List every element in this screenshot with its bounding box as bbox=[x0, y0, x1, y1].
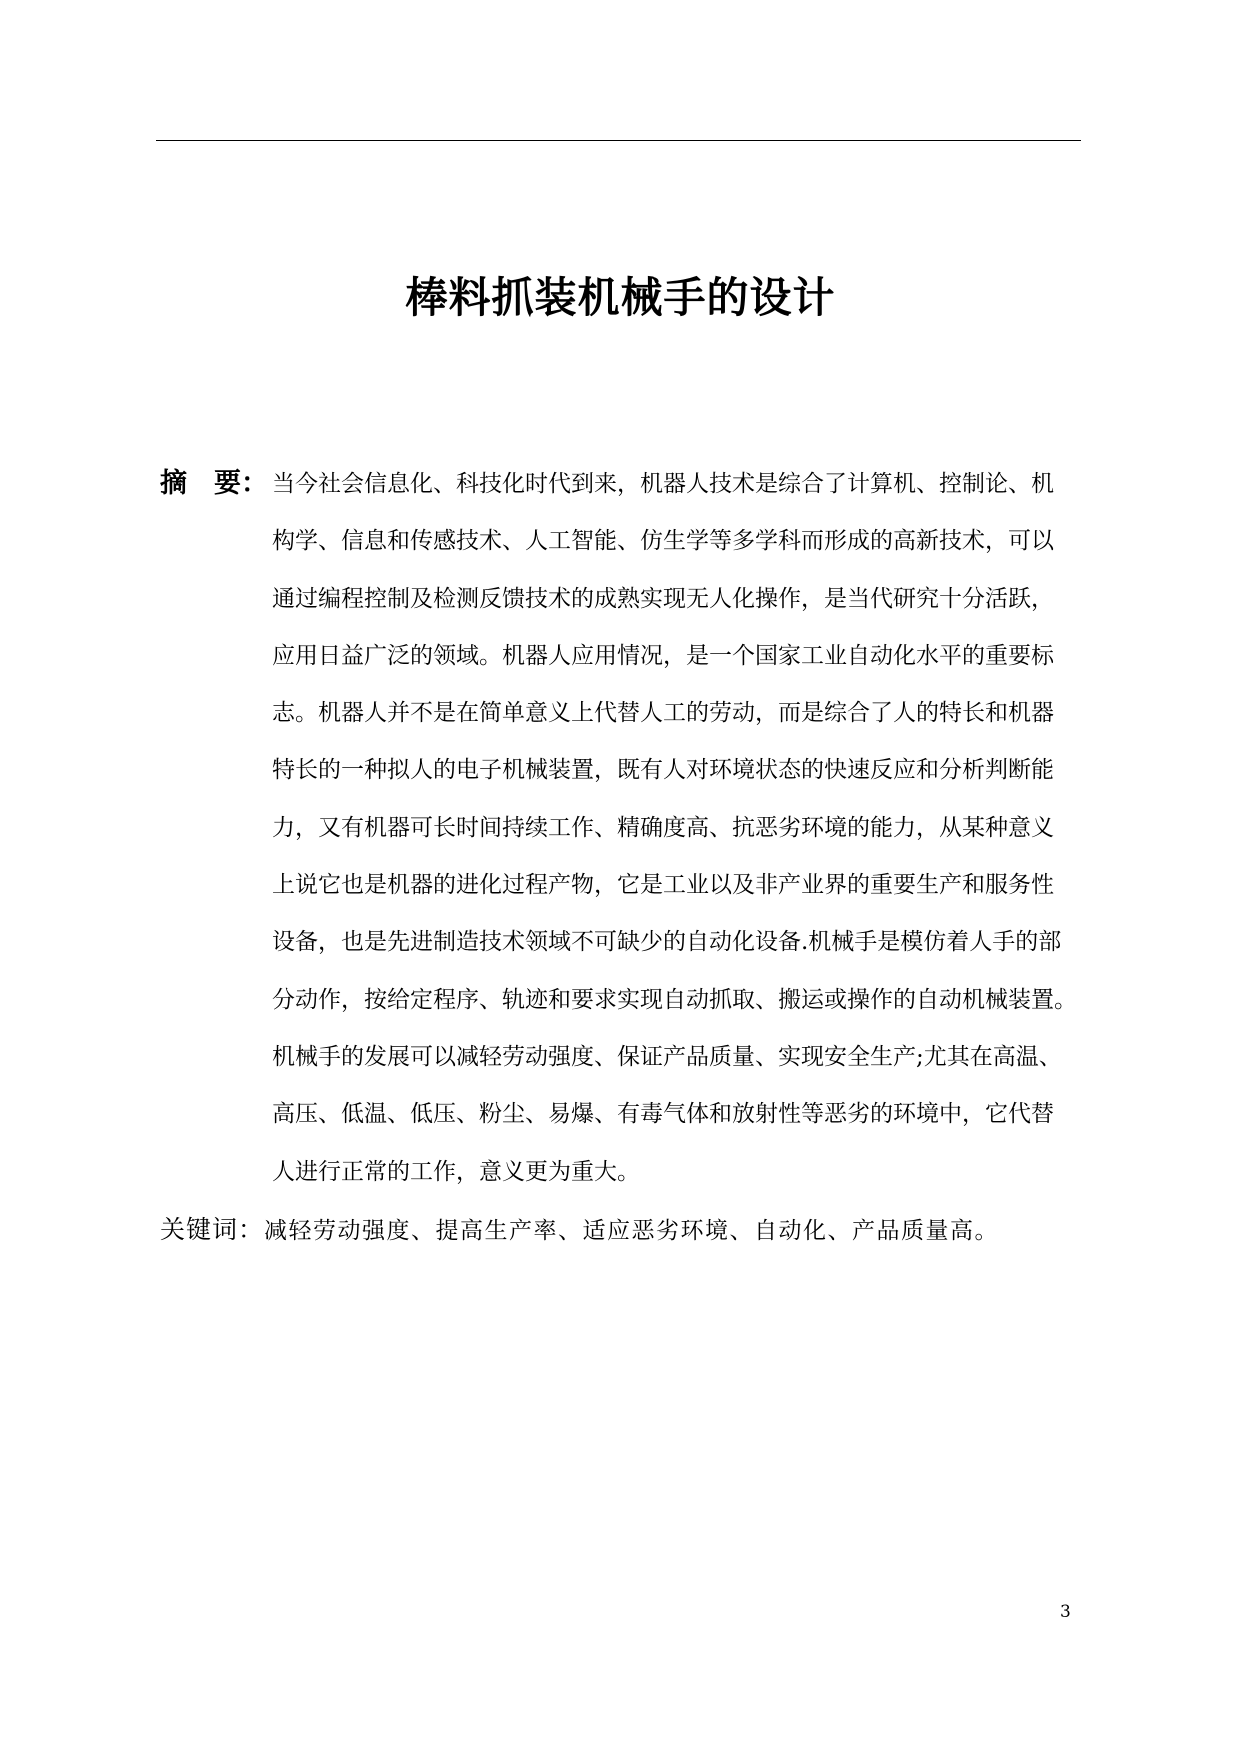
abstract-line: 分动作，按给定程序、轨迹和要求实现自动抓取、搬运或操作的自动机械装置。 bbox=[272, 986, 1077, 1013]
abstract-label: 摘 要： bbox=[160, 468, 268, 499]
abstract-line: 构学、信息和传感技术、人工智能、仿生学等多学科而形成的高新技术，可以 bbox=[272, 528, 1054, 555]
abstract-line: 力，又有机器可长时间持续工作、精确度高、抗恶劣环境的能力，从某种意义 bbox=[272, 814, 1054, 841]
abstract-line: 当今社会信息化、科技化时代到来，机器人技术是综合了计算机、控制论、机 bbox=[272, 471, 1054, 497]
abstract-line: 特长的一种拟人的电子机械装置，既有人对环境状态的快速反应和分析判断能 bbox=[272, 757, 1054, 784]
keywords-text: 减轻劳动强度、提高生产率、适应恶劣环境、自动化、产品质量高。 bbox=[264, 1218, 1000, 1244]
abstract-body bbox=[272, 460, 1092, 1205]
abstract-line: 通过编程控制及检测反馈技术的成熟实现无人化操作，是当代研究十分活跃， bbox=[272, 585, 1054, 612]
document-title: 棒料抓装机械手的设计 bbox=[405, 273, 836, 322]
abstract-line: 上说它也是机器的进化过程产物，它是工业以及非产业界的重要生产和服务性 bbox=[272, 872, 1054, 899]
header-rule bbox=[156, 140, 1081, 141]
abstract-line: 应用日益广泛的领域。机器人应用情况，是一个国家工业自动化水平的重要标 bbox=[272, 642, 1054, 669]
abstract-line: 高压、低温、低压、粉尘、易爆、有毒气体和放射性等恶劣的环境中，它代替 bbox=[272, 1101, 1054, 1128]
abstract-line: 志。机器人并不是在简单意义上代替人工的劳动，而是综合了人的特长和机器 bbox=[272, 700, 1054, 727]
abstract-line: 机械手的发展可以减轻劳动强度、保证产品质量、实现安全生产;尤其在高温、 bbox=[272, 1043, 1062, 1070]
abstract-line: 设备，也是先进制造技术领域不可缺少的自动化设备.机械手是模仿着人手的部 bbox=[272, 929, 1062, 956]
abstract-line: 人进行正常的工作，意义更为重大。 bbox=[272, 1158, 640, 1185]
keywords-line bbox=[160, 1206, 999, 1254]
page-number: 3 bbox=[1060, 1602, 1071, 1622]
keywords-label: 关键词： bbox=[160, 1215, 265, 1244]
